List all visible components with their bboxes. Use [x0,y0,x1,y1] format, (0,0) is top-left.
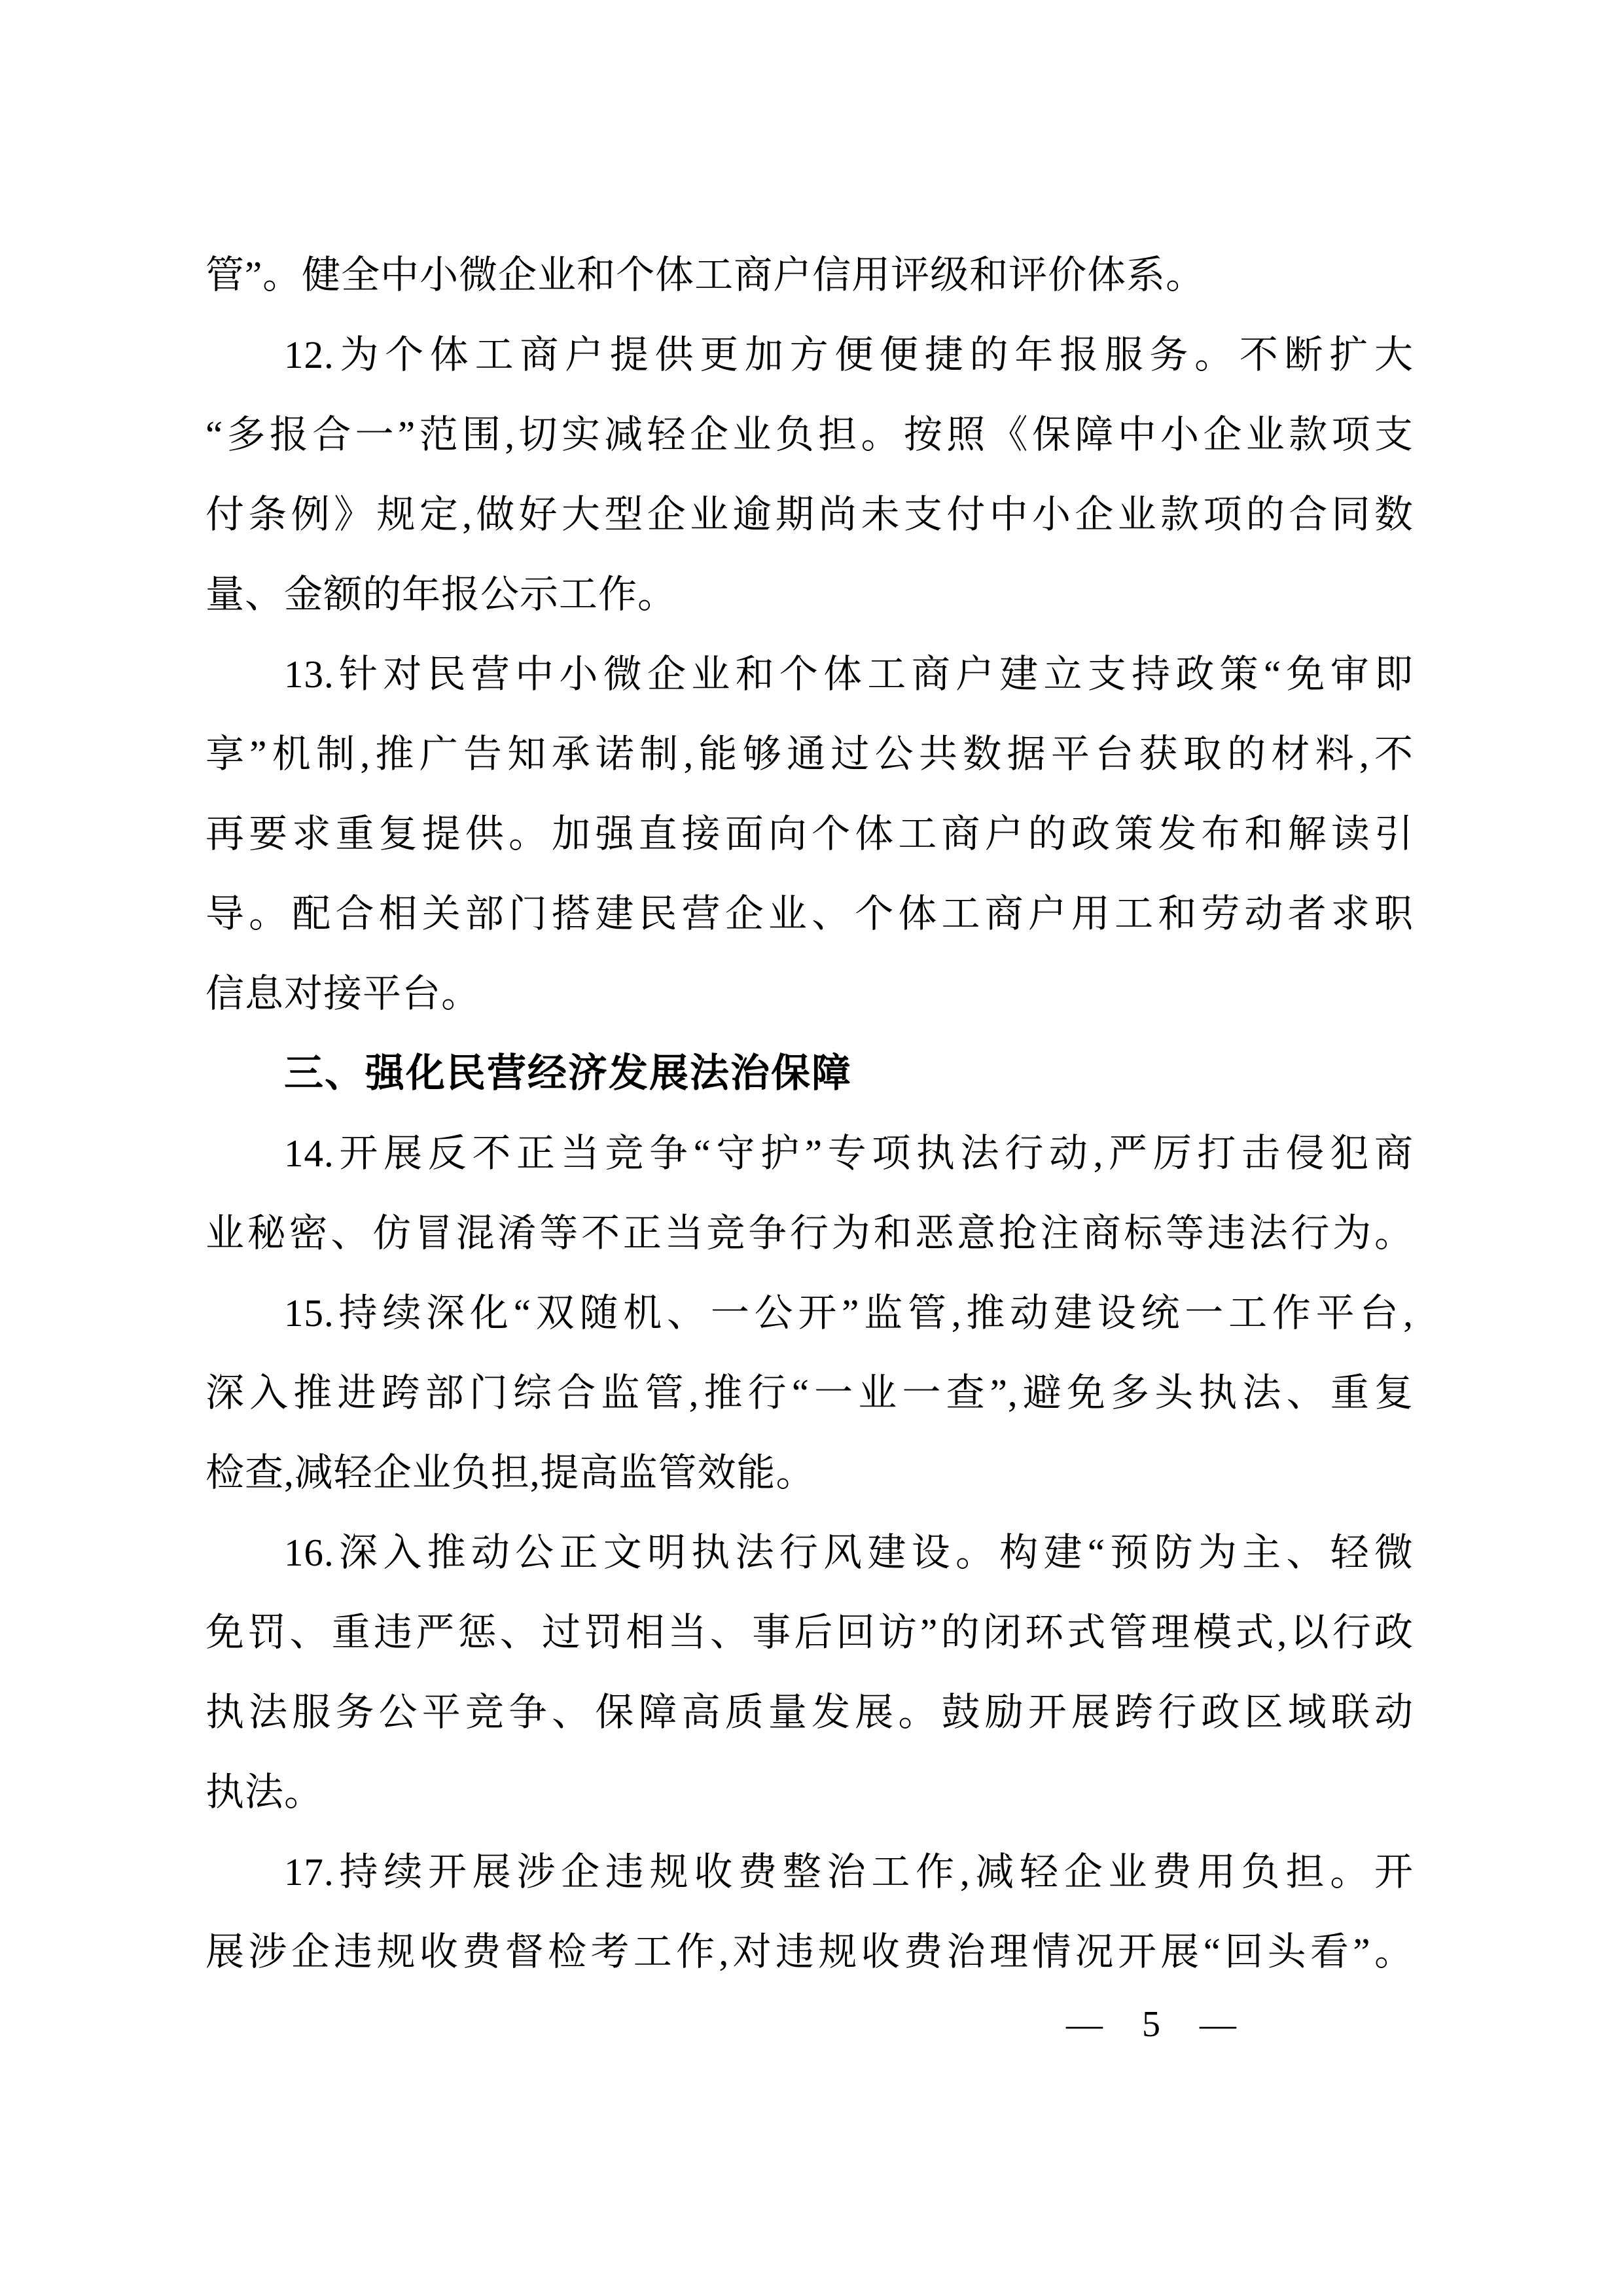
body-line: 免罚、重违严惩、过罚相当、事后回访”的闭环式管理模式,以行政 [205,1611,1414,1654]
body-line: 执法。 [205,1770,324,1814]
body-line: 15.持续深化“双随机、一公开”监管,推动建设统一工作平台, [284,1291,1414,1335]
body-line: 检查,减轻企业负担,提高监管效能。 [205,1451,815,1494]
body-line: 17.持续开展涉企违规收费整治工作,减轻企业费用负担。开 [284,1850,1414,1893]
document-body [205,235,1414,1992]
body-line: 导。配合相关部门搭建民营企业、个体工商户用工和劳动者求职 [205,892,1414,935]
page-number: — 5 — [1066,2004,1238,2045]
body-line: 13.针对民营中小微企业和个体工商户建立支持政策“免审即 [284,653,1414,696]
body-line: 深入推进跨部门综合监管,推行“一业一查”,避免多头执法、重复 [205,1371,1414,1414]
body-line: 信息对接平台。 [205,972,481,1015]
body-line: 展涉企违规收费督检考工作,对违规收费治理情况开展“回头看”。 [205,1930,1414,1973]
body-line: 管”。健全中小微企业和个体工商户信用评级和评价体系。 [205,253,1205,296]
body-line: 14.开展反不正当竞争“守护”专项执法行动,严厉打击侵犯商 [284,1132,1414,1175]
body-line: “多报合一”范围,切实减轻企业负担。按照《保障中小企业款项支 [205,413,1414,456]
body-line: 再要求重复提供。加强直接面向个体工商户的政策发布和解读引 [205,812,1414,855]
body-line: 享”机制,推广告知承诺制,能够通过公共数据平台获取的材料,不 [205,732,1414,776]
body-line: 付条例》规定,做好大型企业逾期尚未支付中小企业款项的合同数 [205,493,1414,536]
body-line: 量、金额的年报公示工作。 [205,573,677,616]
body-line: 执法服务公平竞争、保障高质量发展。鼓励开展跨行政区域联动 [205,1691,1414,1734]
body-line: 16.深入推动公正文明执法行风建设。构建“预防为主、轻微 [284,1531,1414,1574]
body-line: 12.为个体工商户提供更加方便便捷的年报服务。不断扩大 [284,333,1414,376]
section-heading: 三、强化民营经济发展法治保障 [284,1051,852,1095]
body-line: 业秘密、仿冒混淆等不正当竞争行为和恶意抢注商标等违法行为。 [205,1211,1414,1255]
